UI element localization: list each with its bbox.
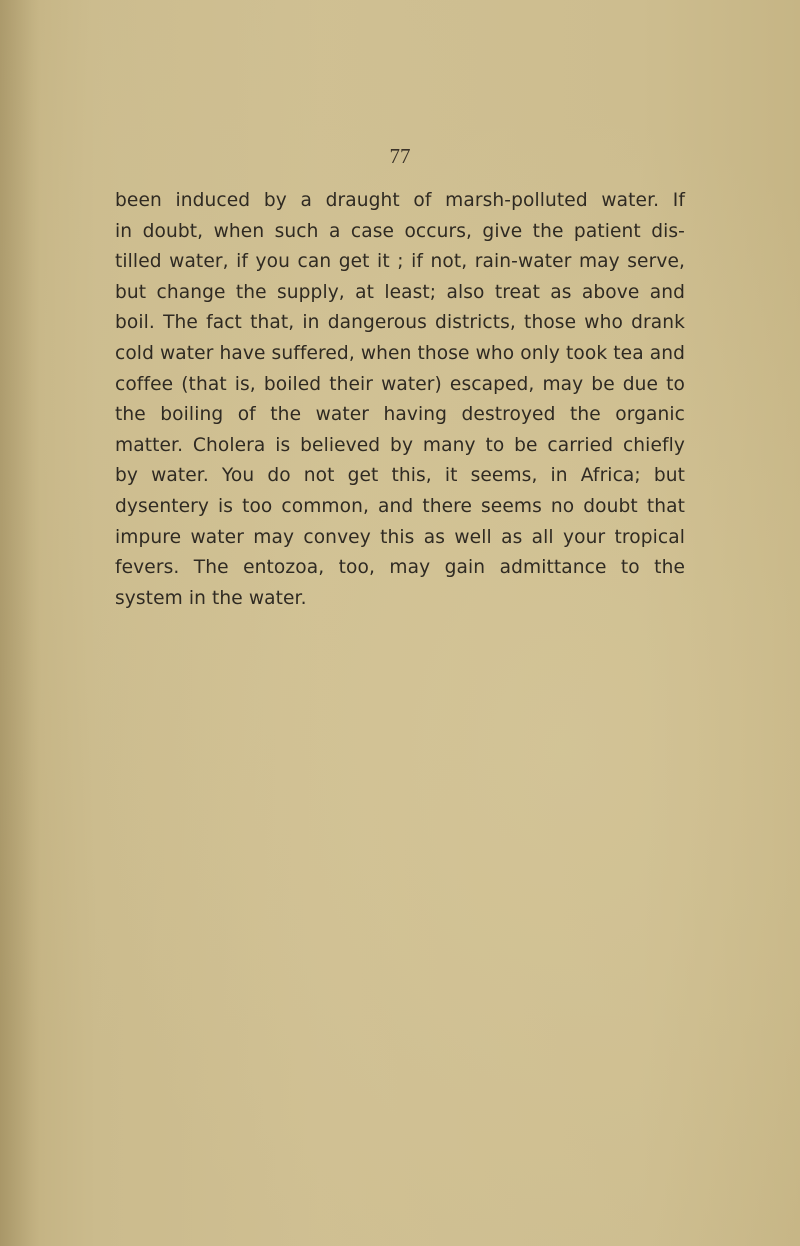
text-line: coffee (that is, boiled their water) escaped, may be due to [115,373,685,395]
text-line: by water. You do not get this, it seems, in Africa; but [115,465,685,487]
text-line: system in the water. [115,587,307,609]
body-paragraph [115,186,685,614]
text-line: the boiling of the water having destroyed the organic [115,404,685,426]
text-line: cold water have suffered, when those who only took tea and [115,342,685,364]
page-number: 77 [389,144,411,168]
page-edge-shadow [0,0,40,1246]
text-line: tilled water, if you can get it ; if not, rain-water may serve, [115,251,685,273]
text-line: been induced by a draught of marsh-polluted water. If [115,190,685,211]
text-line: matter. Cholera is believed by many to be carried chiefly [115,434,685,456]
text-line: boil. The fact that, in dangerous districts, those who drank [115,312,685,334]
text-line: dysentery is too common, and there seems no doubt that [115,495,685,517]
text-line: fevers. The entozoa, too, may gain admittance to the [115,557,685,579]
text-line: in doubt, when such a case occurs, give the patient dis- [115,220,685,242]
text-line: but change the supply, at least; also treat as above and [115,281,685,303]
text-line: impure water may convey this as well as all your tropical [115,526,685,548]
